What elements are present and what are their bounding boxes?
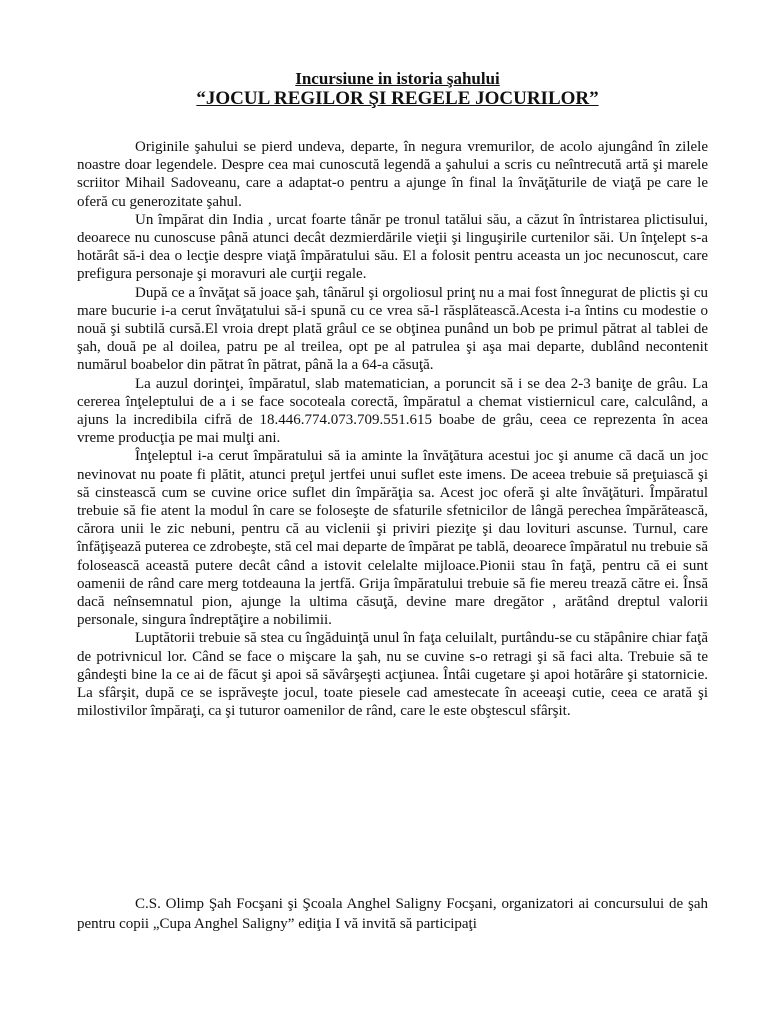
paragraph-origins: Originile şahului se pierd undeva, departe, în negura vremurilor, de acolo ajungând în zilele noastre doar legendele. Despre cea mai cunoscută legendă a şahului a scris cu neîntrecută artă şi marele scriitor Mihail Sadoveanu, care a adaptat-o pentru a ajunge în final la învăţăturile de viaţă pe care le oferă cu generozitate şahul. xyxy=(77,139,708,210)
invitation-block xyxy=(77,894,708,934)
paragraph-reward: După ce a învăţat să joace şah, tânărul şi orgoliosul prinţ nu a mai fost înnegurat de plictis şi cu mare bucurie i-a cerut învăţatului să-i spună cu ce vrea să-l răsplătească.Acesta i-a întins cu modestie o nouă şi subtilă cursă.El vroia drept plată grâul ce se obţinea punând un bob pe primul pătrat al tablei de şah, două pe al doilea, patru pe al treilea, opt pe al patrulea şi aşa mai departe, dublând necontenit numărul boabelor din pătrat în pătrat, până la a 64-a căsuţă. xyxy=(77,284,708,374)
document-subtitle: “JOCUL REGILOR ŞI REGELE JOCURILOR” xyxy=(196,88,599,109)
paragraph-emperor: Un împărat din India , urcat foarte tânăr pe tronul tatălui său, a căzut în întristarea plictisului, deoarece nu cunoscuse până atunci decât dezmierdările vieţii şi linguşirile curtenilor săi. Un înţelept s-a hotărât să-i dea o lecţie despre viaţă împăratului său. El a folosit pentru aceasta un joc necunoscut, care prefigura personaje şi moravuri ale curţii regale. xyxy=(77,211,708,283)
article-body xyxy=(77,138,708,721)
paragraph-fighters: Luptătorii trebuie să stea cu îngăduinţă unul în faţa celuilalt, purtându-se cu stăpânire chiar faţă de potrivnicul lor. Când se face o mişcare la şah, nu se cuvine s-o retragi şi să faci alta. Trebuie să te gândeşti bine la ce ai de făcut şi apoi să săvârşeşti acţiunea. Întâi cugetare şi apoi hotărâre şi statornicie. La sfârşit, după ce se isprăveşte jocul, toate piesele cad amestecate în aceeaşi cutie, ceea ce arată şi milostivilor împăraţi, ca şi tuturor oamenilor de rând, care le este obştescul sfârşit. xyxy=(77,630,708,720)
title-block xyxy=(77,70,708,110)
document-title: Incursiune in istoria şahului xyxy=(295,69,500,88)
invitation-text: C.S. Olimp Şah Focşani şi Şcoala Anghel Saligny Focşani, organizatori ai concursului de şah pentru copii „Cupa Anghel Saligny” ediţia I vă invită să participaţi xyxy=(77,896,708,932)
paragraph-calculation: La auzul dorinţei, împăratul, slab matematician, a poruncit să i se dea 2-3 baniţe de grâu. La cererea înţeleptului de a i se face socoteala corectă, împăratul a chemat vistiernicul care, calculând, a ajuns la incredibila cifră de 18.446.774.073.709.551.615 boabe de grâu, ceea ce reprezenta în acea vreme producţia pe mai mulţi ani. xyxy=(77,375,708,447)
paragraph-lesson: Înţeleptul i-a cerut împăratului să ia aminte la învăţătura acestui joc şi anume că dacă un joc nevinovat nu poate fi plătit, atunci preţul jertfei unui suflet este imens. De aceea trebuie să preţuiască şi să cinstească cum se cuvine orice suflet din împărăţia sa. Acest joc oferă şi alte învăţături. Împăratul trebuie să fie atent la modul în care se foloseşte de sfaturile sfetnicilor de lângă perechea împărătească, cărora unii le zic nebuni, pentru că au viclenii şi priviri pieziţe şi dau lovituri ascunse. Turnul, care înfăţişează puterea ce zdrobeşte, stă cel mai departe de împărat pe tablă, deoarece împăratul nu trebuie să folosească această putere decât când a istovit celelalte mijloace.Pionii stau în faţă, pentru că ei sunt oamenii de rând care merg totdeauna la jertfă. Grija împăratului trebuie să fie mereu trează către ei. Însă dacă neînsemnatul pion, ajunge la ultima căsuţă, devine mare dregător , arătând dreptul valorii personale, singura îndreptăţire a nobilimii. xyxy=(77,448,708,629)
